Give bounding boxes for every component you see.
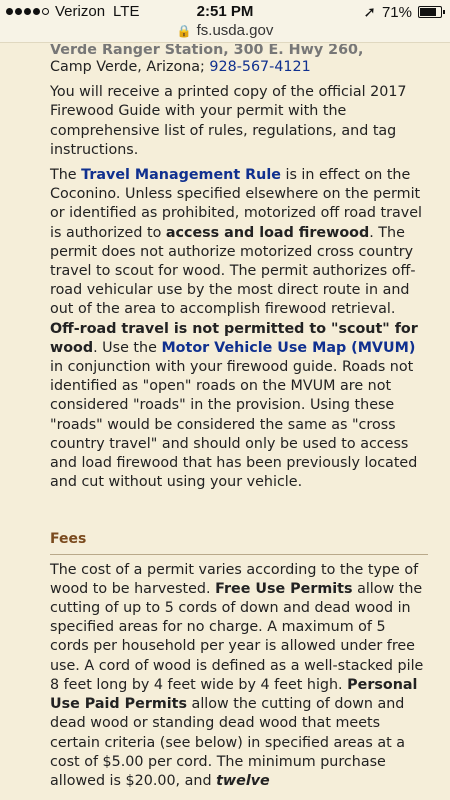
text: allow the cutting of down and dead wood or standing dead wood that meets certain criteria (see below) in specified areas at a cost of $5.00 per cord. The minimum purchase allowed is $20.00, and [50, 696, 406, 789]
bold-text: Off-road travel is not permitted to "scout" for wood [50, 320, 418, 356]
location-arrow-icon: ➚ [363, 4, 376, 21]
fees-heading: Fees [50, 530, 428, 554]
text: is in effect on the Coconino. Unless specified elsewhere on the permit or identified as prohibited, motorized off road travel is authorized to [50, 167, 422, 241]
text: The [50, 167, 82, 184]
lock-icon: 🔒 [176, 24, 192, 38]
text: . The permit does not authorize motorized cross country travel to scout for wood. The permit authorizes off-road vehicular use by the most direct route in and out of the area to accomplish firewood retrieval. [50, 224, 416, 318]
bold-text: twelve [216, 772, 270, 789]
travel-rule-paragraph [50, 166, 428, 492]
text: . Use the [93, 339, 162, 356]
article-content [50, 44, 428, 797]
bold-text: Personal Use Paid Permits [50, 676, 418, 713]
fees-paragraph [50, 561, 428, 791]
phone-link[interactable]: 928-567-4121 [209, 59, 311, 75]
text: allow the cutting of up to 5 cords of down and dead wood in specified areas for no charge. A maximum of 5 cords per household per year is allowed under free use. A cord of wood is defined as a well-stacked pile 8 feet long by 4 feet wide by 4 feet high. [50, 580, 424, 693]
mvum-link[interactable]: Motor Vehicle Use Map (MVUM) [161, 339, 416, 356]
firewood-guide-paragraph: You will receive a printed copy of the official 2017 Firewood Guide with your permit with the comprehensive list of rules, regulations, and tag instructions. [50, 84, 407, 158]
carrier-name: Verizon [55, 3, 106, 20]
battery-percentage: 71% [381, 3, 412, 21]
text: The cost of a permit varies according to the type of wood to be harvested. [50, 561, 419, 597]
status-bar [0, 0, 450, 22]
text: in conjunction with your firewood guide. Roads not identified as "open" roads on the MVUM are not considered "roads" in the provision. Using these "roads" would be considered the same as "cross country travel" and should only be used to access and load firewood that has been previously located and cut without using your vehicle. [50, 359, 418, 491]
bold-text: access and load firewood [165, 224, 370, 241]
partial-address-line: Verde Ranger Station, 300 E. Hwy 260, [50, 44, 364, 58]
network-type: LTE [113, 3, 140, 20]
clock: 2:51 PM [196, 3, 254, 20]
address-text: Camp Verde, Arizona; [50, 59, 210, 75]
status-right [363, 3, 442, 21]
travel-management-rule-link[interactable]: Travel Management Rule [81, 167, 281, 184]
url-domain: fs.usda.gov [196, 22, 274, 39]
bold-text: Free Use Permits [215, 580, 353, 597]
address-paragraph [50, 58, 428, 77]
url-bar[interactable] [0, 22, 450, 43]
battery-icon [418, 6, 442, 18]
